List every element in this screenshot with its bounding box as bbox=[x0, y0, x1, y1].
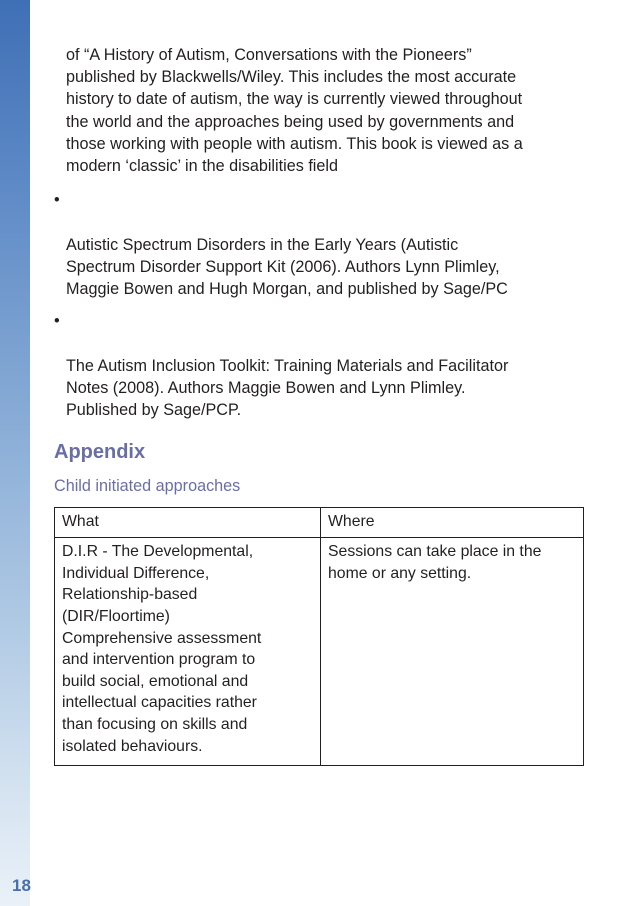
list-item-text: The Autism Inclusion Toolkit: Training Materials and Facilitator Notes (2008). Authors Maggie Bowen and Lynn Plimley. Published by Sage/PCP. bbox=[66, 356, 509, 420]
page-content bbox=[54, 44, 588, 766]
reference-list bbox=[54, 189, 588, 421]
approaches-table bbox=[54, 507, 584, 766]
list-item-text: Autistic Spectrum Disorders in the Early Years (Autistic Spectrum Disorder Support Kit (2006). Authors Lynn Plimley, Maggie Bowen and Hugh Morgan, and published by Sage/PC bbox=[66, 235, 508, 299]
column-header-where: Where bbox=[321, 508, 584, 538]
page-number: 18 bbox=[12, 876, 31, 895]
continuation-paragraph: of “A History of Autism, Conversations with the Pioneers” published by Blackwells/Wiley. This includes the most accurate history to date of autism, the way is currently viewed throughout the world and the approaches being used by governments and those working with people with autism. This book is viewed as a modern ‘classic’ in the disabilities field bbox=[66, 46, 523, 176]
list-item bbox=[54, 189, 588, 300]
bullet-marker: • bbox=[54, 191, 60, 210]
table-row bbox=[55, 538, 584, 766]
appendix-heading: Appendix bbox=[54, 441, 146, 464]
appendix-subheading: Child initiated approaches bbox=[54, 477, 241, 496]
table-header-row bbox=[55, 508, 584, 538]
side-color-band bbox=[0, 0, 30, 906]
table-cell-what: D.I.R - The Developmental, Individual Difference, Relationship-based (DIR/Floortime) Comprehensive assessment and intervention program to build social, emotional and intellectual capacities rather than focusing on skills and isolated behaviours. bbox=[55, 538, 321, 766]
table-cell-where: Sessions can take place in the home or any setting. bbox=[321, 538, 584, 766]
list-item bbox=[54, 310, 588, 421]
column-header-what: What bbox=[55, 508, 321, 538]
bullet-marker: • bbox=[54, 312, 60, 331]
